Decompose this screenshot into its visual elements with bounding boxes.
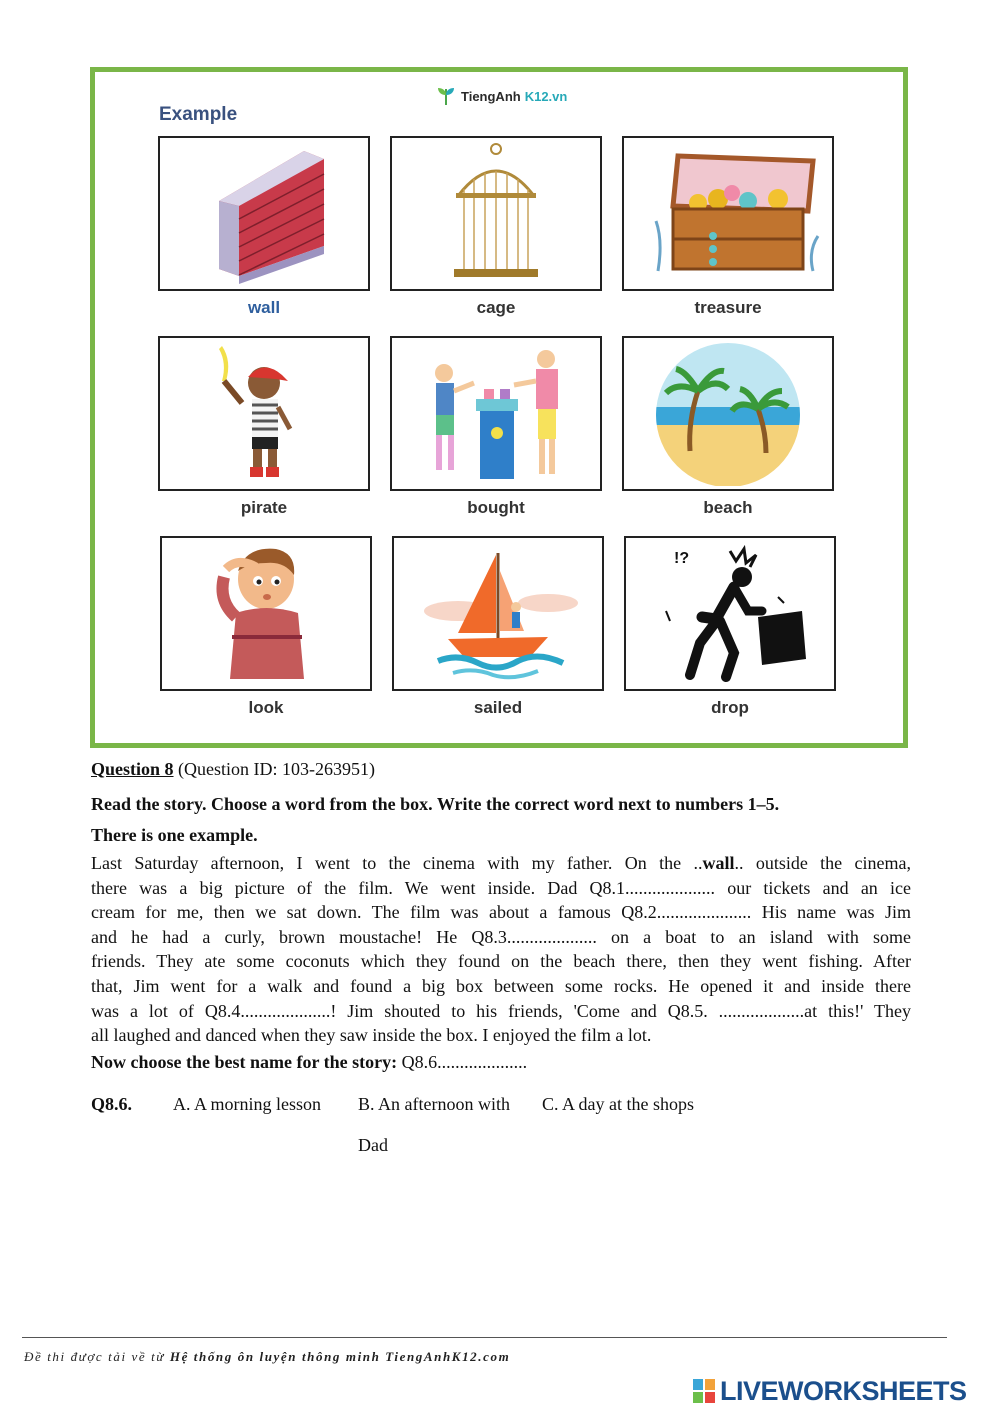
option-b-continuation[interactable]: Dad xyxy=(358,1135,388,1155)
sailboat-icon xyxy=(398,541,598,686)
brick-wall-icon xyxy=(164,141,364,286)
choose-name-line xyxy=(91,1052,527,1073)
question-heading xyxy=(91,759,375,780)
picture-card-wall xyxy=(158,136,370,318)
q86-label: Q8.6. xyxy=(91,1094,133,1114)
picture-card-bought xyxy=(390,336,602,518)
question-id: (Question ID: 103-263951) xyxy=(173,759,375,779)
picture-word: cage xyxy=(476,298,516,317)
picture-card-cage xyxy=(390,136,602,318)
beach-palm-icon xyxy=(628,341,828,486)
choose-label: Now choose the best name for the story: xyxy=(91,1052,398,1072)
story-line: all laughed and danced when they saw inside the box. I enjoyed the film a lot. xyxy=(91,1025,652,1046)
picture-card-look xyxy=(160,536,372,718)
story-line: friends. They ate some coconuts which they found on the beach there, then they went fishing. After xyxy=(91,951,911,972)
option-c[interactable]: C. A day at the shops xyxy=(542,1094,694,1114)
brand-logo xyxy=(435,84,567,108)
shop-counter-icon xyxy=(396,341,596,486)
story-line: Last Saturday afternoon, I went to the cinema with my father. On the ..wall.. outside the cinema, xyxy=(91,853,911,873)
picture-word: pirate xyxy=(240,498,288,517)
picture-word: treasure xyxy=(694,298,762,317)
footer-divider xyxy=(22,1337,947,1338)
liveworksheets-text: LIVEWORKSHEETS xyxy=(720,1375,967,1406)
story-line: and he had a curly, brown moustache! He Q8.3.................... on a boat to an island with some xyxy=(91,926,911,947)
picture-card-pirate xyxy=(158,336,370,518)
looking-man-icon xyxy=(166,541,366,686)
picture-word: sailed xyxy=(473,698,523,717)
picture-card-treasure xyxy=(622,136,834,318)
footer-text: Đề thi được tải về từ Hệ thống ôn luyện thông minh TiengAnhK12.com xyxy=(24,1349,511,1364)
dropping-box-icon xyxy=(630,541,830,686)
picture-box xyxy=(90,67,908,748)
example-answer: wall xyxy=(702,853,735,873)
picture-word: drop xyxy=(711,698,749,717)
liveworksheets-cubes-icon xyxy=(692,1378,716,1404)
story-line: there was a big picture of the film. We went inside. Dad Q8.1.................... our tickets and an ice xyxy=(91,877,911,898)
liveworksheets-logo xyxy=(692,1376,967,1406)
bird-cage-icon xyxy=(396,141,596,286)
story-line: cream for me, then we sat down. The film was about a famous Q8.2..................... His name was Jim xyxy=(91,902,911,923)
leaf-logo-icon xyxy=(435,85,457,107)
option-a[interactable]: A. A morning lesson xyxy=(173,1094,322,1114)
instruction-line-1: Read the story. Choose a word from the box. Write the correct word next to numbers 1–5. xyxy=(91,794,780,814)
picture-card-beach xyxy=(622,336,834,518)
picture-word: wall xyxy=(247,298,281,317)
brand-domain: K12.vn xyxy=(524,88,568,104)
treasure-chest-icon xyxy=(628,141,828,286)
picture-card-drop xyxy=(624,536,836,718)
brand-name: TiengAnh xyxy=(461,88,521,104)
example-label: Example xyxy=(159,104,238,125)
story-line: was a lot of Q8.4....................! Jim shouted to his friends, 'Come and Q8.5. ...................at this!' They xyxy=(91,1000,911,1021)
story-line: that, Jim went for a walk and found a big box between some rocks. He opened it and inside there xyxy=(91,975,911,996)
story-text xyxy=(91,851,911,1048)
picture-word: bought xyxy=(467,498,525,517)
question-title: Question 8 xyxy=(91,759,174,779)
picture-word: look xyxy=(248,698,284,717)
pirate-boy-icon xyxy=(164,341,364,486)
choose-blank[interactable]: Q8.6.................... xyxy=(397,1052,528,1072)
svg-text:!?: !? xyxy=(674,550,690,567)
instruction-line-2: There is one example. xyxy=(91,825,258,845)
footer-site: Hệ thống ôn luyện thông minh TiengAnhK12.com xyxy=(169,1349,511,1364)
picture-card-sailed xyxy=(392,536,604,718)
option-b[interactable]: B. An afternoon with xyxy=(358,1094,510,1114)
picture-word: beach xyxy=(703,498,753,517)
